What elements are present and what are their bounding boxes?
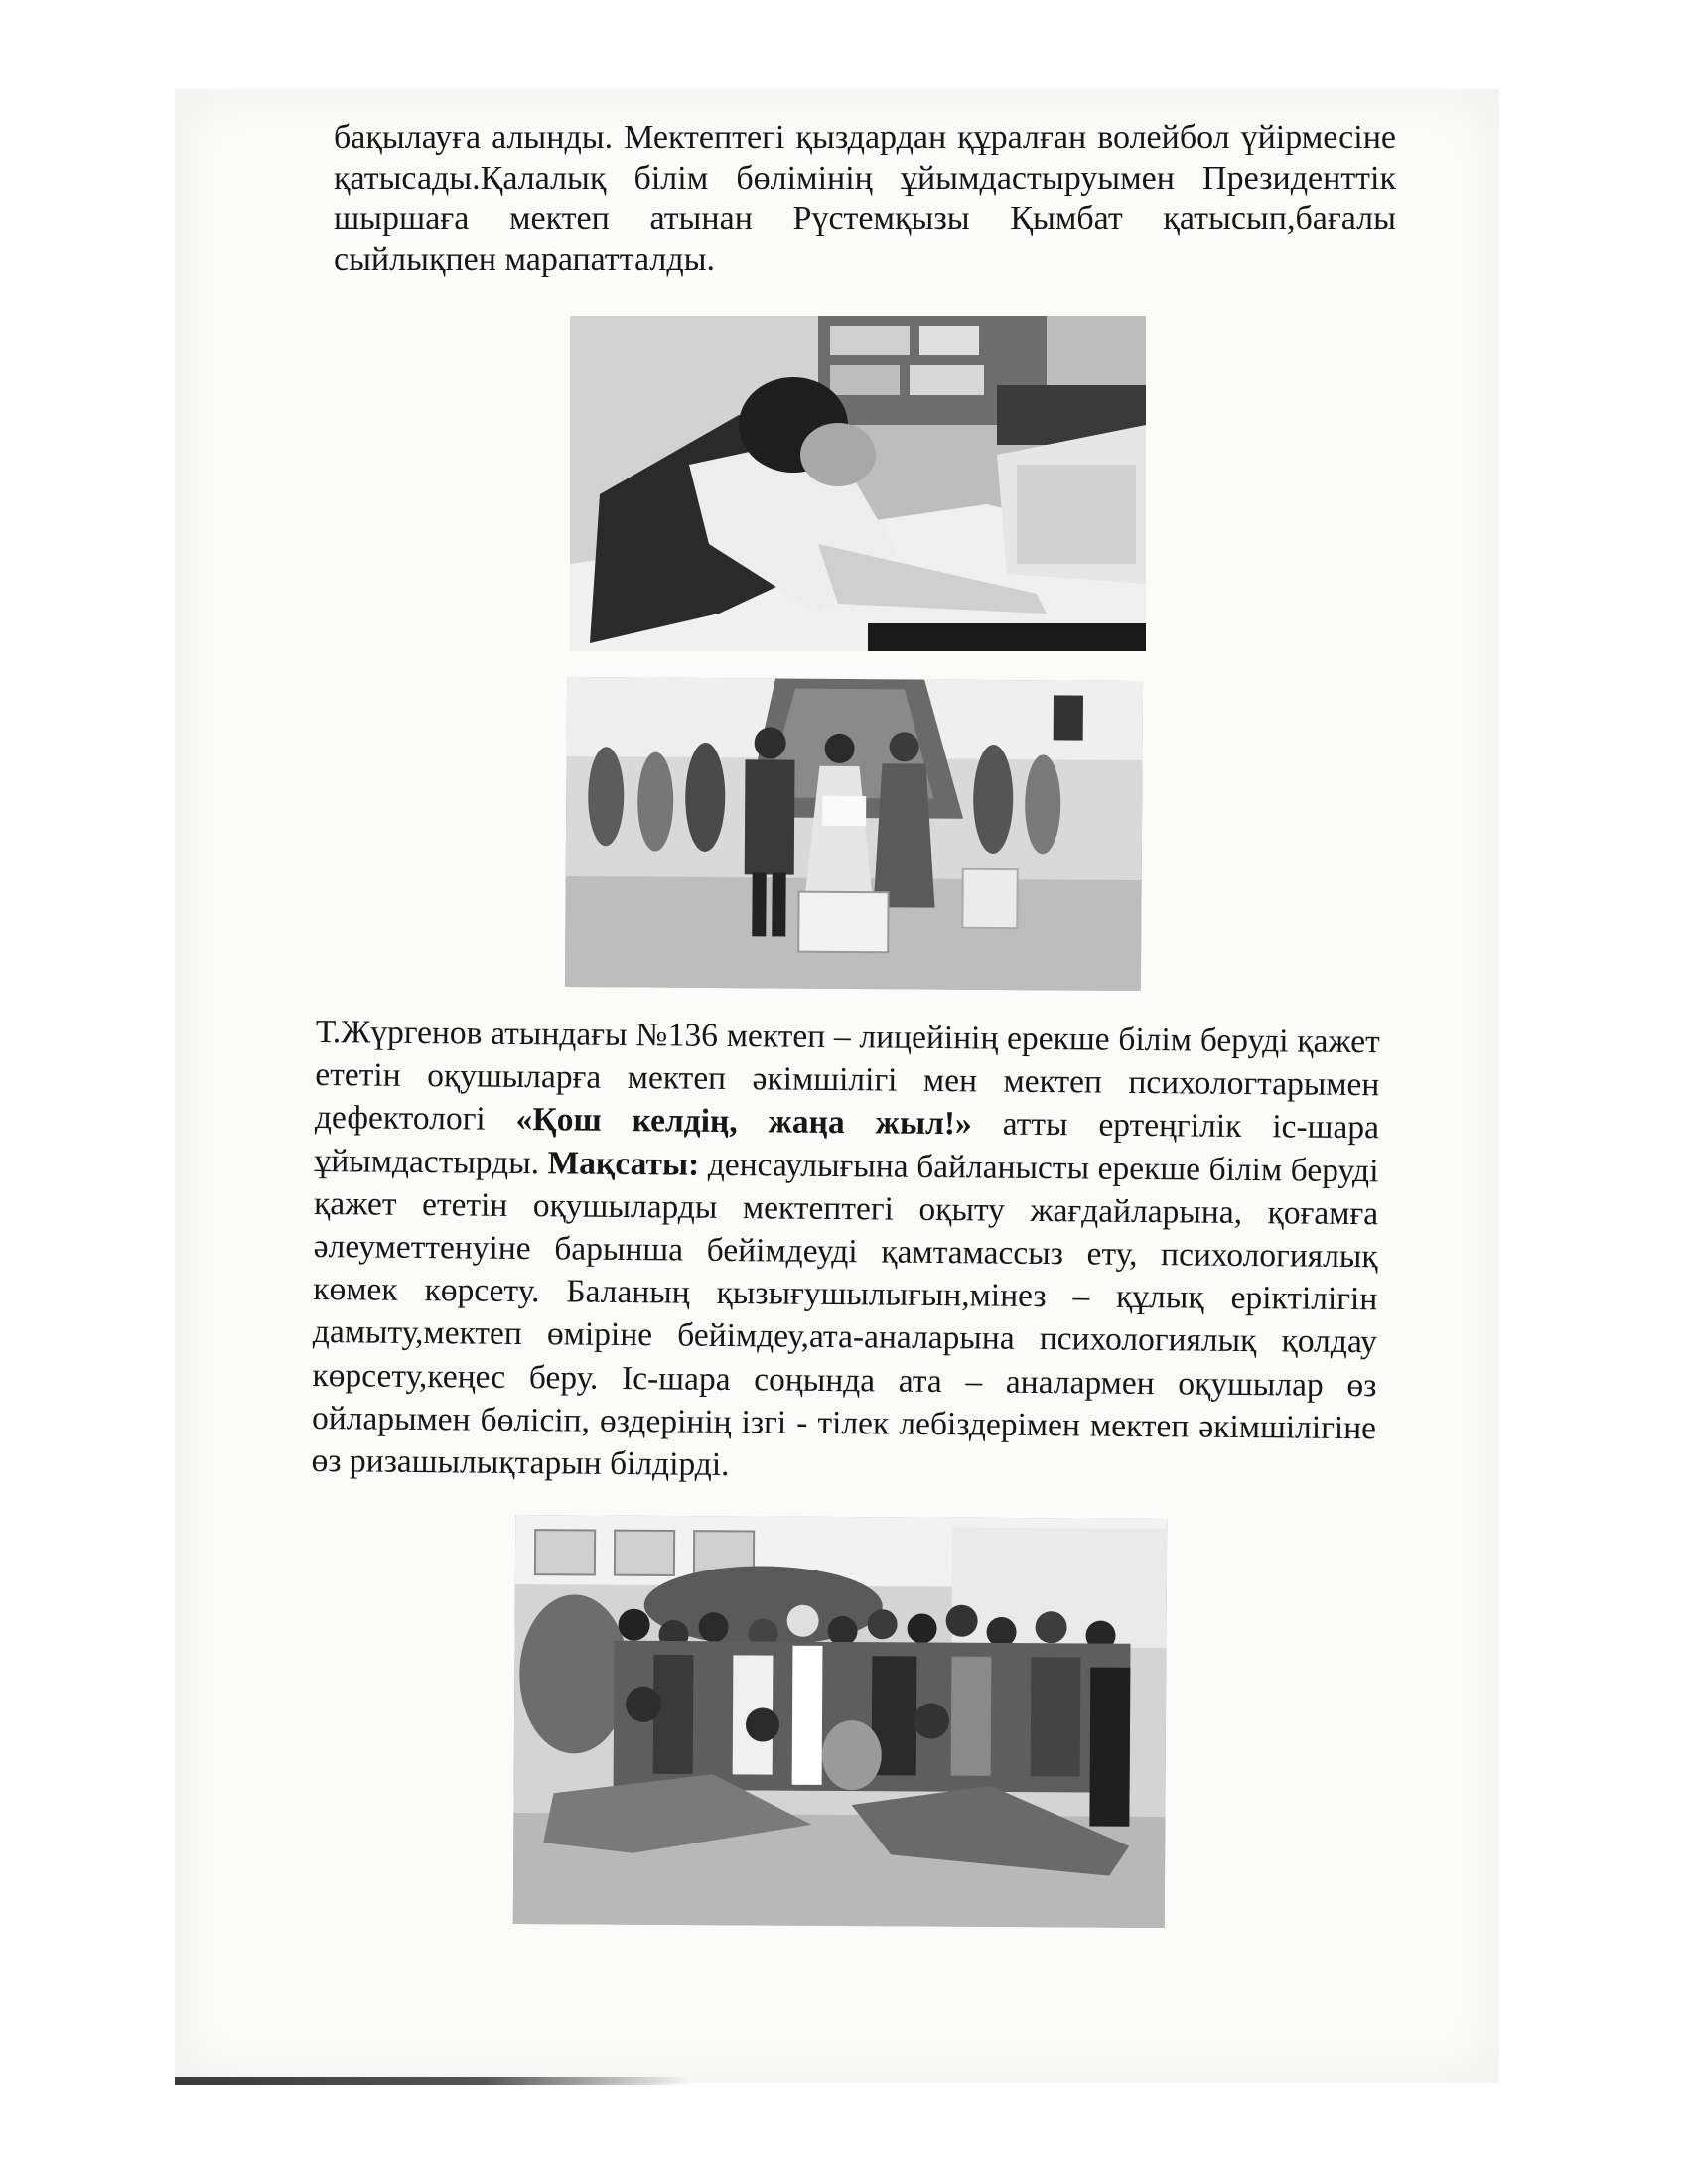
- paragraph-intro-text: бақылауға алынды. Мектептегі қыздардан құралған волейбол үйірмесіне қатысады.Қалалық білім бөлімінің ұйымдастыруымен Президенттік шыршаға мектеп атынан Рүстемқызы Қымбат қатысып,бағалы сыйлықпен марапатталды.: [334, 119, 1396, 278]
- paragraph-intro: [334, 117, 1396, 280]
- paragraph-event-mid: атты ертеңгілік іс-шара ұйымдастырды.: [314, 1105, 1380, 1181]
- event-title: «Қош келдің, жаңа жыл!»: [515, 1101, 972, 1143]
- paragraph-event-intro: Т.Жүргенов атындағы №136 мектеп – лицейінің ерекше білім беруді қажет ететін оқушыларға мектеп әкімшілігі мен мектеп психологтарымен дефектологі: [314, 1013, 1380, 1139]
- page-edge-shadow: [175, 2077, 691, 2085]
- goal-label: Мақсаты:: [547, 1144, 700, 1183]
- new-year-tree-group-photo: [565, 677, 1143, 991]
- paragraph-event: [311, 1011, 1380, 1493]
- children-costume-party-photo: [513, 1515, 1168, 1928]
- student-writing-photo: [570, 316, 1146, 651]
- paragraph-event-body: денсаулығына байланысты ерекше білім беруді қажет ететін оқушыларды мектептегі оқыту жағдайларына, қоғамға әлеуметтенуіне барынша бейімдеуді қамтамассыз ету, психологиялық көмек көрсету. Баланың қызығушылығын,мінез – құлық еріктілігін дамыту,мектеп өміріне бейімдеу,ата-аналарына психологиялық қолдау көрсету,кеңес беру. Іс-шара соңында ата – аналармен оқушылар өз ойларымен бөлісіп, өздерінің ізгі - тілек лебіздерімен мектеп әкімшілігіне өз ризашылықтарын білдірді.: [311, 1146, 1379, 1484]
